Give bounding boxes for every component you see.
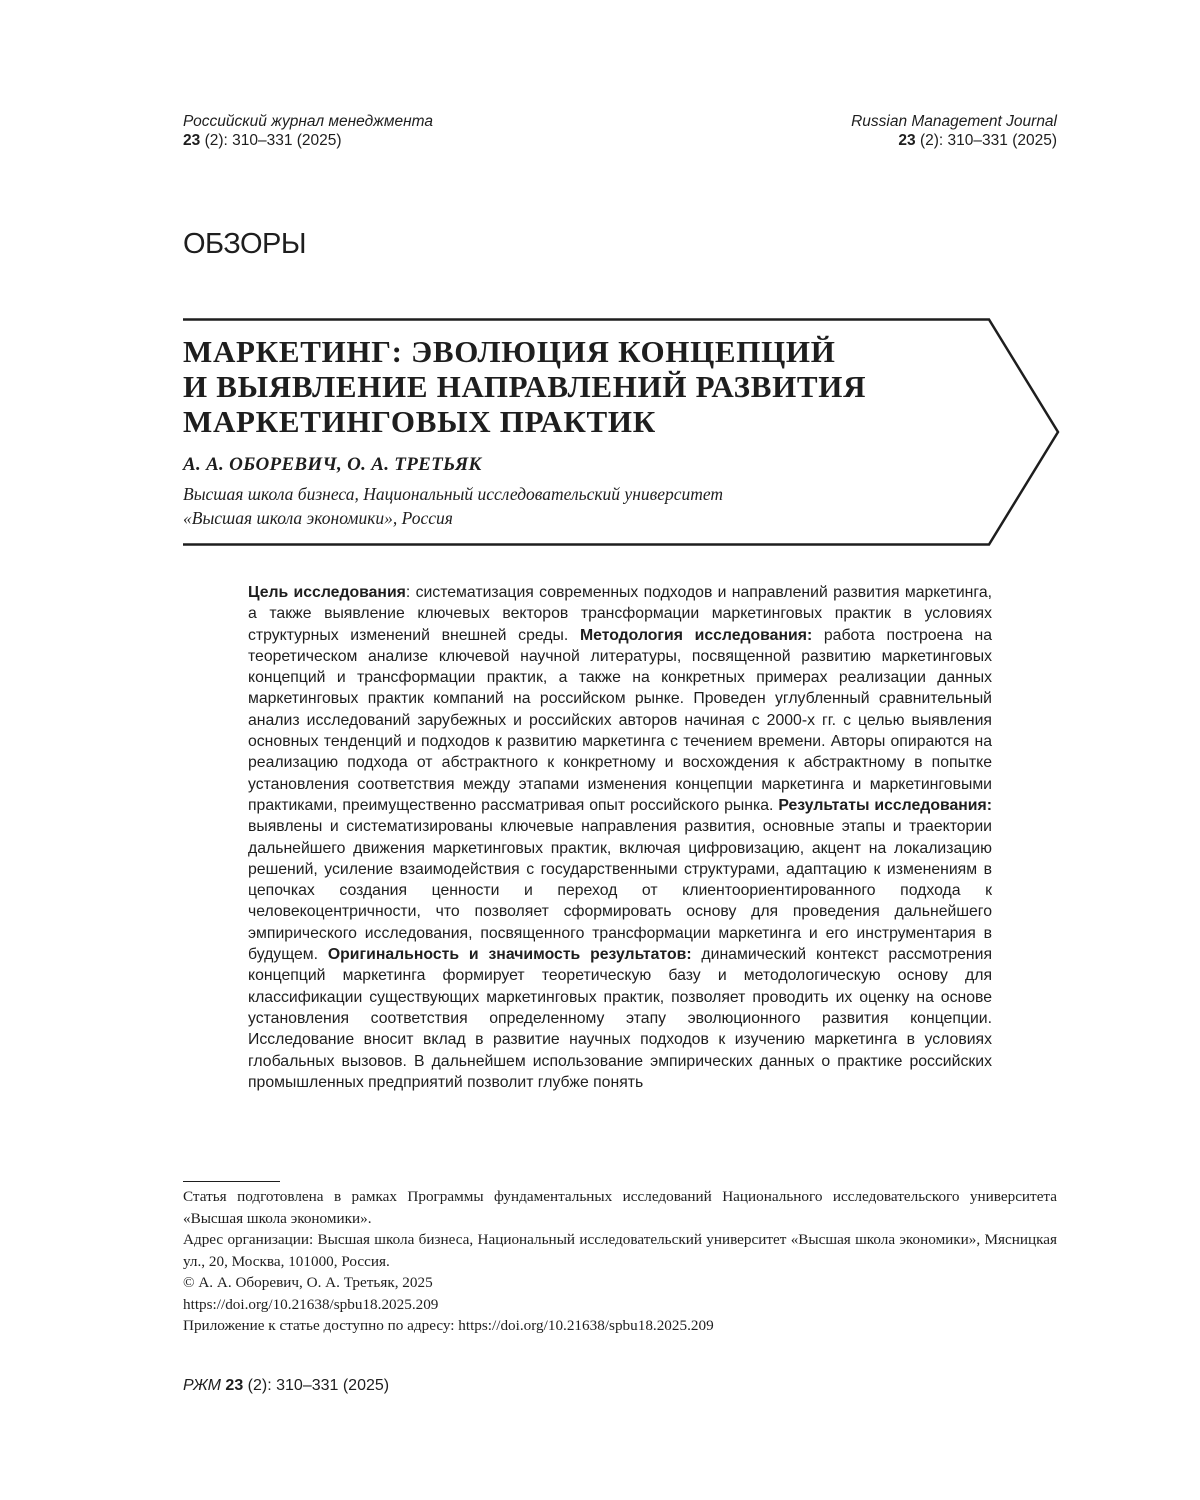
authors: А. А. ОБОРЕВИЧ, О. А. ТРЕТЬЯК — [183, 454, 482, 475]
journal-title-ru: Российский журнал менеджмента — [183, 113, 433, 130]
running-header-left — [183, 112, 433, 150]
issue-pages: (2): 310–331 (2025) — [919, 132, 1057, 149]
volume-number: 23 — [898, 132, 916, 149]
page-footer — [183, 1377, 389, 1395]
abstract-results-label: Результаты исследования: — [778, 796, 992, 814]
footer-volume: 23 — [225, 1377, 244, 1394]
footnote-doi: https://doi.org/10.21638/spbu18.2025.209 — [183, 1295, 439, 1313]
running-header-right — [851, 112, 1057, 150]
abstract-goal-label: Цель исследования — [248, 584, 406, 601]
footnote-appendix: Приложение к статье доступно по адресу: https://doi.org/10.21638/spbu18.2025.209 — [183, 1317, 714, 1334]
abstract-goal-text: : систематизация современных подходов и направлений развития маркетинга, а также выявление ключевых векторов трансформации маркетинговых практик в условиях структурных изменений внешней среды. — [248, 584, 992, 644]
article-title — [183, 334, 943, 439]
affiliation — [183, 482, 913, 530]
affiliation-line: «Высшая школа экономики», Россия — [183, 508, 453, 528]
footnote-funding: Статья подготовлена в рамках Программы фундаментальных исследований Национального исследовательского университета «Высшая школа экономики». — [183, 1188, 1057, 1227]
footer-issue-pages: (2): 310–331 (2025) — [247, 1377, 390, 1394]
volume-number: 23 — [183, 132, 201, 149]
footnote-rule — [183, 1181, 280, 1182]
issue-pages: (2): 310–331 (2025) — [204, 132, 342, 149]
affiliation-line: Высшая школа бизнеса, Национальный исследовательский университет — [183, 484, 724, 504]
abstract-originality-text: динамический контекст рассмотрения концепций маркетинга формирует теоретическую базу и методологическую основу для классификации существующих маркетинговых практик, позволяет проводить их оценку на основе установления соответствия определенному этапу эволюционного развития концепции. Исследование вносит вклад в развитие научных подходов к изучению маркетинга в условиях глобальных вызовов. В дальнейшем использование эмпирических данных о практике российских промышленных предприятий позволит глубже понять — [248, 946, 993, 1091]
title-block — [183, 318, 1063, 550]
title-line: МАРКЕТИНГ: ЭВОЛЮЦИЯ КОНЦЕПЦИЙ — [183, 334, 836, 369]
title-line: И ВЫЯВЛЕНИЕ НАПРАВЛЕНИЙ РАЗВИТИЯ — [183, 369, 867, 404]
title-line: МАРКЕТИНГОВЫХ ПРАКТИК — [183, 404, 656, 439]
abstract-originality-label: Оригинальность и значимость результатов: — [327, 946, 692, 964]
abstract — [248, 582, 992, 1093]
abstract-method-label: Методология исследования: — [579, 626, 813, 644]
section-label: ОБЗОРЫ — [183, 228, 307, 260]
footnote-copyright: © А. А. Оборевич, О. А. Третьяк, 2025 — [183, 1274, 433, 1291]
abstract-method-text: работа построена на теоретическом анализе ключевой научной литературы, посвященной развитию маркетинговых концепций и трансформации практик, а также на конкретных примерах реализации данных маркетинговых практик компаний на российском рынке. Проведен углубленный сравнительный анализ исследований зарубежных и российских авторов начиная с 2000-х гг. с целью выявления основных тенденций и подходов к развитию маркетинга с течением времени. Авторы опираются на реализацию подхода от абстрактного к конкретному и восхождения к абстрактному в попытке установления соответствия между этапами изменения концепции маркетинга и маркетинговыми практиками, преимущественно рассматривая опыт российского рынка. — [248, 626, 993, 814]
footer-journal-abbr: РЖМ — [183, 1377, 221, 1394]
abstract-results-text: выявлены и систематизированы ключевые направления развития, основные этапы и траектории дальнейшего движения маркетинговых практик, включая цифровизацию, акцент на локализацию решений, усиление взаимодействия с государственными структурами, адаптацию к изменениям в цепочках создания ценности и переход от клиентоориентированного подхода к человекоцентричности, что позволяет сформировать основу для проведения дальнейшего эмпирического исследования, посвященного трансформации маркетинга и его инструментария в будущем. — [248, 818, 992, 964]
footnote-address: Адрес организации: Высшая школа бизнеса, Национальный исследовательский университет «Высшая школа экономики», Мясницкая ул., 20, Москва, 101000, Россия. — [183, 1231, 1057, 1270]
journal-title-en: Russian Management Journal — [851, 113, 1057, 130]
footnotes — [183, 1186, 1057, 1337]
